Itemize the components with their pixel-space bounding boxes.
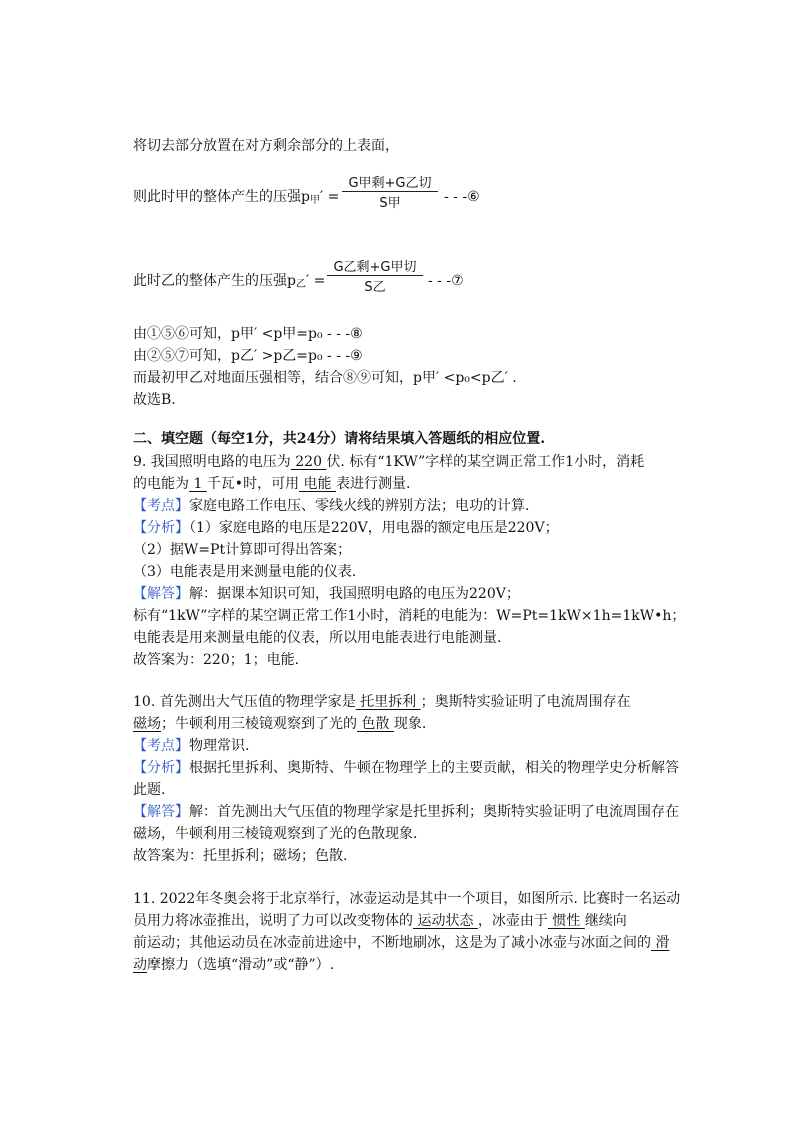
text: 继续向 (584, 913, 627, 929)
answer-blank: 电能 (299, 476, 336, 492)
text: 解：首先测出大气压值的物理学家是托里拆利；奥斯特实验证明了电流周围存在 (189, 804, 679, 820)
q10-line-2 (133, 714, 426, 734)
answer-blank: 滑 (651, 935, 670, 951)
text: （1）家庭电路的电压是220V，用电器的额定电压是220V； (189, 520, 559, 536)
tag-fenxi: 【分析】 (133, 760, 189, 776)
q10-line-1 (133, 692, 631, 712)
q10-kaodian (133, 736, 249, 756)
answer-blank: 托里拆利 (355, 694, 421, 710)
formula-line-p-yi (133, 271, 325, 295)
q9-jieda-2: 标有“1kW”字样的某空调正常工作1小时，消耗的电能为：W=Pt=1kW×1h=1kW•h； (133, 608, 686, 624)
q11-line-1: 11. 2022年冬奥会将于北京举行，冰壶运动是其中一个项目，如图所示. 比赛时一名运动 (133, 891, 681, 907)
text: 的电能为 (133, 476, 189, 492)
q9-kaodian (133, 496, 529, 516)
tag-fenxi: 【分析】 (133, 520, 189, 536)
text: 物理常识. (189, 738, 250, 754)
tag-kaodian: 【考点】 (133, 498, 189, 514)
q9-jieda-3: 电能表是用来测量电能的仪表，所以用电能表进行电能测量. (133, 630, 502, 646)
formula-line-p-jia (133, 187, 339, 211)
subscript: 甲 (309, 195, 320, 206)
q11-line-3 (133, 933, 669, 953)
text: 解：据课本知识可知，我国照明电路的电压为220V； (189, 586, 520, 602)
q10-jieda-1 (133, 802, 679, 822)
formula-lead: 此时乙的整体产生的压强p (133, 273, 296, 289)
fraction-denominator: S甲 (379, 196, 401, 211)
q10-answer: 故答案为：托里拆利；磁场；色散. (133, 848, 348, 864)
text: 前运动；其他运动员在冰壶前进途中，不断地刷冰，这是为了减小冰壶与冰面之间的 (133, 935, 651, 951)
tag-kaodian: 【考点】 (133, 738, 189, 754)
formula-tail: - - -⑦ (428, 273, 464, 289)
tag-jieda: 【解答】 (133, 804, 189, 820)
answer-blank: 220 (290, 454, 327, 470)
tag-jieda: 【解答】 (133, 586, 189, 602)
fraction-p-jia (342, 172, 438, 211)
text: 10. 首先测出大气压值的物理学家是 (133, 694, 356, 710)
q9-answer: 故答案为：220；1；电能. (133, 652, 300, 668)
q9-line-1 (133, 452, 644, 472)
text: ，冰壶由于 (477, 913, 548, 929)
answer-blank: 磁场 (133, 716, 161, 732)
q9-fenxi-1 (133, 518, 559, 538)
text-line: 故选B. (133, 392, 176, 408)
q9-fenxi-2: （2）据W=Pt计算即可得出答案； (133, 542, 352, 558)
text: 9. 我国照明电路的电压为 (133, 454, 291, 470)
q10-fenxi-1 (133, 758, 679, 778)
formula-eq: ′ = (319, 189, 340, 205)
formula-eq: ′ = (305, 273, 326, 289)
answer-blank: 色散 (357, 716, 394, 732)
answer-blank: 1 (189, 476, 207, 492)
answer-blank: 运动状态 (413, 913, 478, 929)
fraction-denominator: S乙 (364, 280, 386, 295)
text: 千瓦•时，可用 (206, 476, 300, 492)
text: ；奥斯特实验证明了电流周围存在 (420, 694, 631, 710)
answer-blank: 动 (133, 957, 147, 973)
text: ；牛顿利用三棱镜观察到了光的 (161, 716, 357, 732)
text: 员用力将冰壶推出，说明了力可以改变物体的 (133, 913, 413, 929)
text-line: 而最初甲乙对地面压强相等，结合⑧⑨可知，p甲′ <p₀<p乙′ . (133, 370, 517, 386)
q9-jieda-1 (133, 584, 520, 604)
fraction-numerator: G甲剩+G乙切 (348, 176, 432, 191)
text-line: 由①⑤⑥可知，p甲′ <p甲=p₀ - - -⑧ (133, 326, 363, 342)
text: 根据托里拆利、奥斯特、牛顿在物理学上的主要贡献，相关的物理学史分析解答 (189, 760, 679, 776)
fraction-numerator: G乙剩+G甲切 (333, 260, 417, 275)
text-line: 将切去部分放置在对方剩余部分的上表面， (133, 138, 399, 154)
text: 家庭电路工作电压、零线火线的辨别方法；电功的计算. (189, 498, 530, 514)
section-heading: 二、填空题（每空1分，共24分）请将结果填入答题纸的相应位置. (133, 431, 546, 447)
q10-fenxi-2: 此题. (133, 782, 166, 798)
answer-blank: 惯性 (547, 913, 585, 929)
subscript: 乙 (295, 279, 306, 290)
q9-fenxi-3: （3）电能表是用来测量电能的仪表. (133, 564, 357, 580)
formula-tail: - - -⑥ (444, 189, 480, 205)
text: 表进行测量. (335, 476, 411, 492)
formula-lead: 则此时甲的整体产生的压强p (133, 189, 310, 205)
q10-jieda-2: 磁场，牛顿利用三棱镜观察到了光的色散现象. (133, 826, 418, 842)
q11-line-2 (133, 911, 627, 931)
text: 摩擦力（选填“滑动”或“静”）. (147, 957, 335, 973)
q11-line-4 (133, 955, 334, 975)
text: 伏. 标有“1KW”字样的某空调正常工作1小时，消耗 (326, 454, 645, 470)
text-line: 由②⑤⑦可知，p乙′ >p乙=p₀ - - -⑨ (133, 348, 363, 364)
q9-line-2 (133, 474, 410, 494)
text: 现象. (393, 716, 427, 732)
fraction-p-yi (327, 256, 423, 295)
